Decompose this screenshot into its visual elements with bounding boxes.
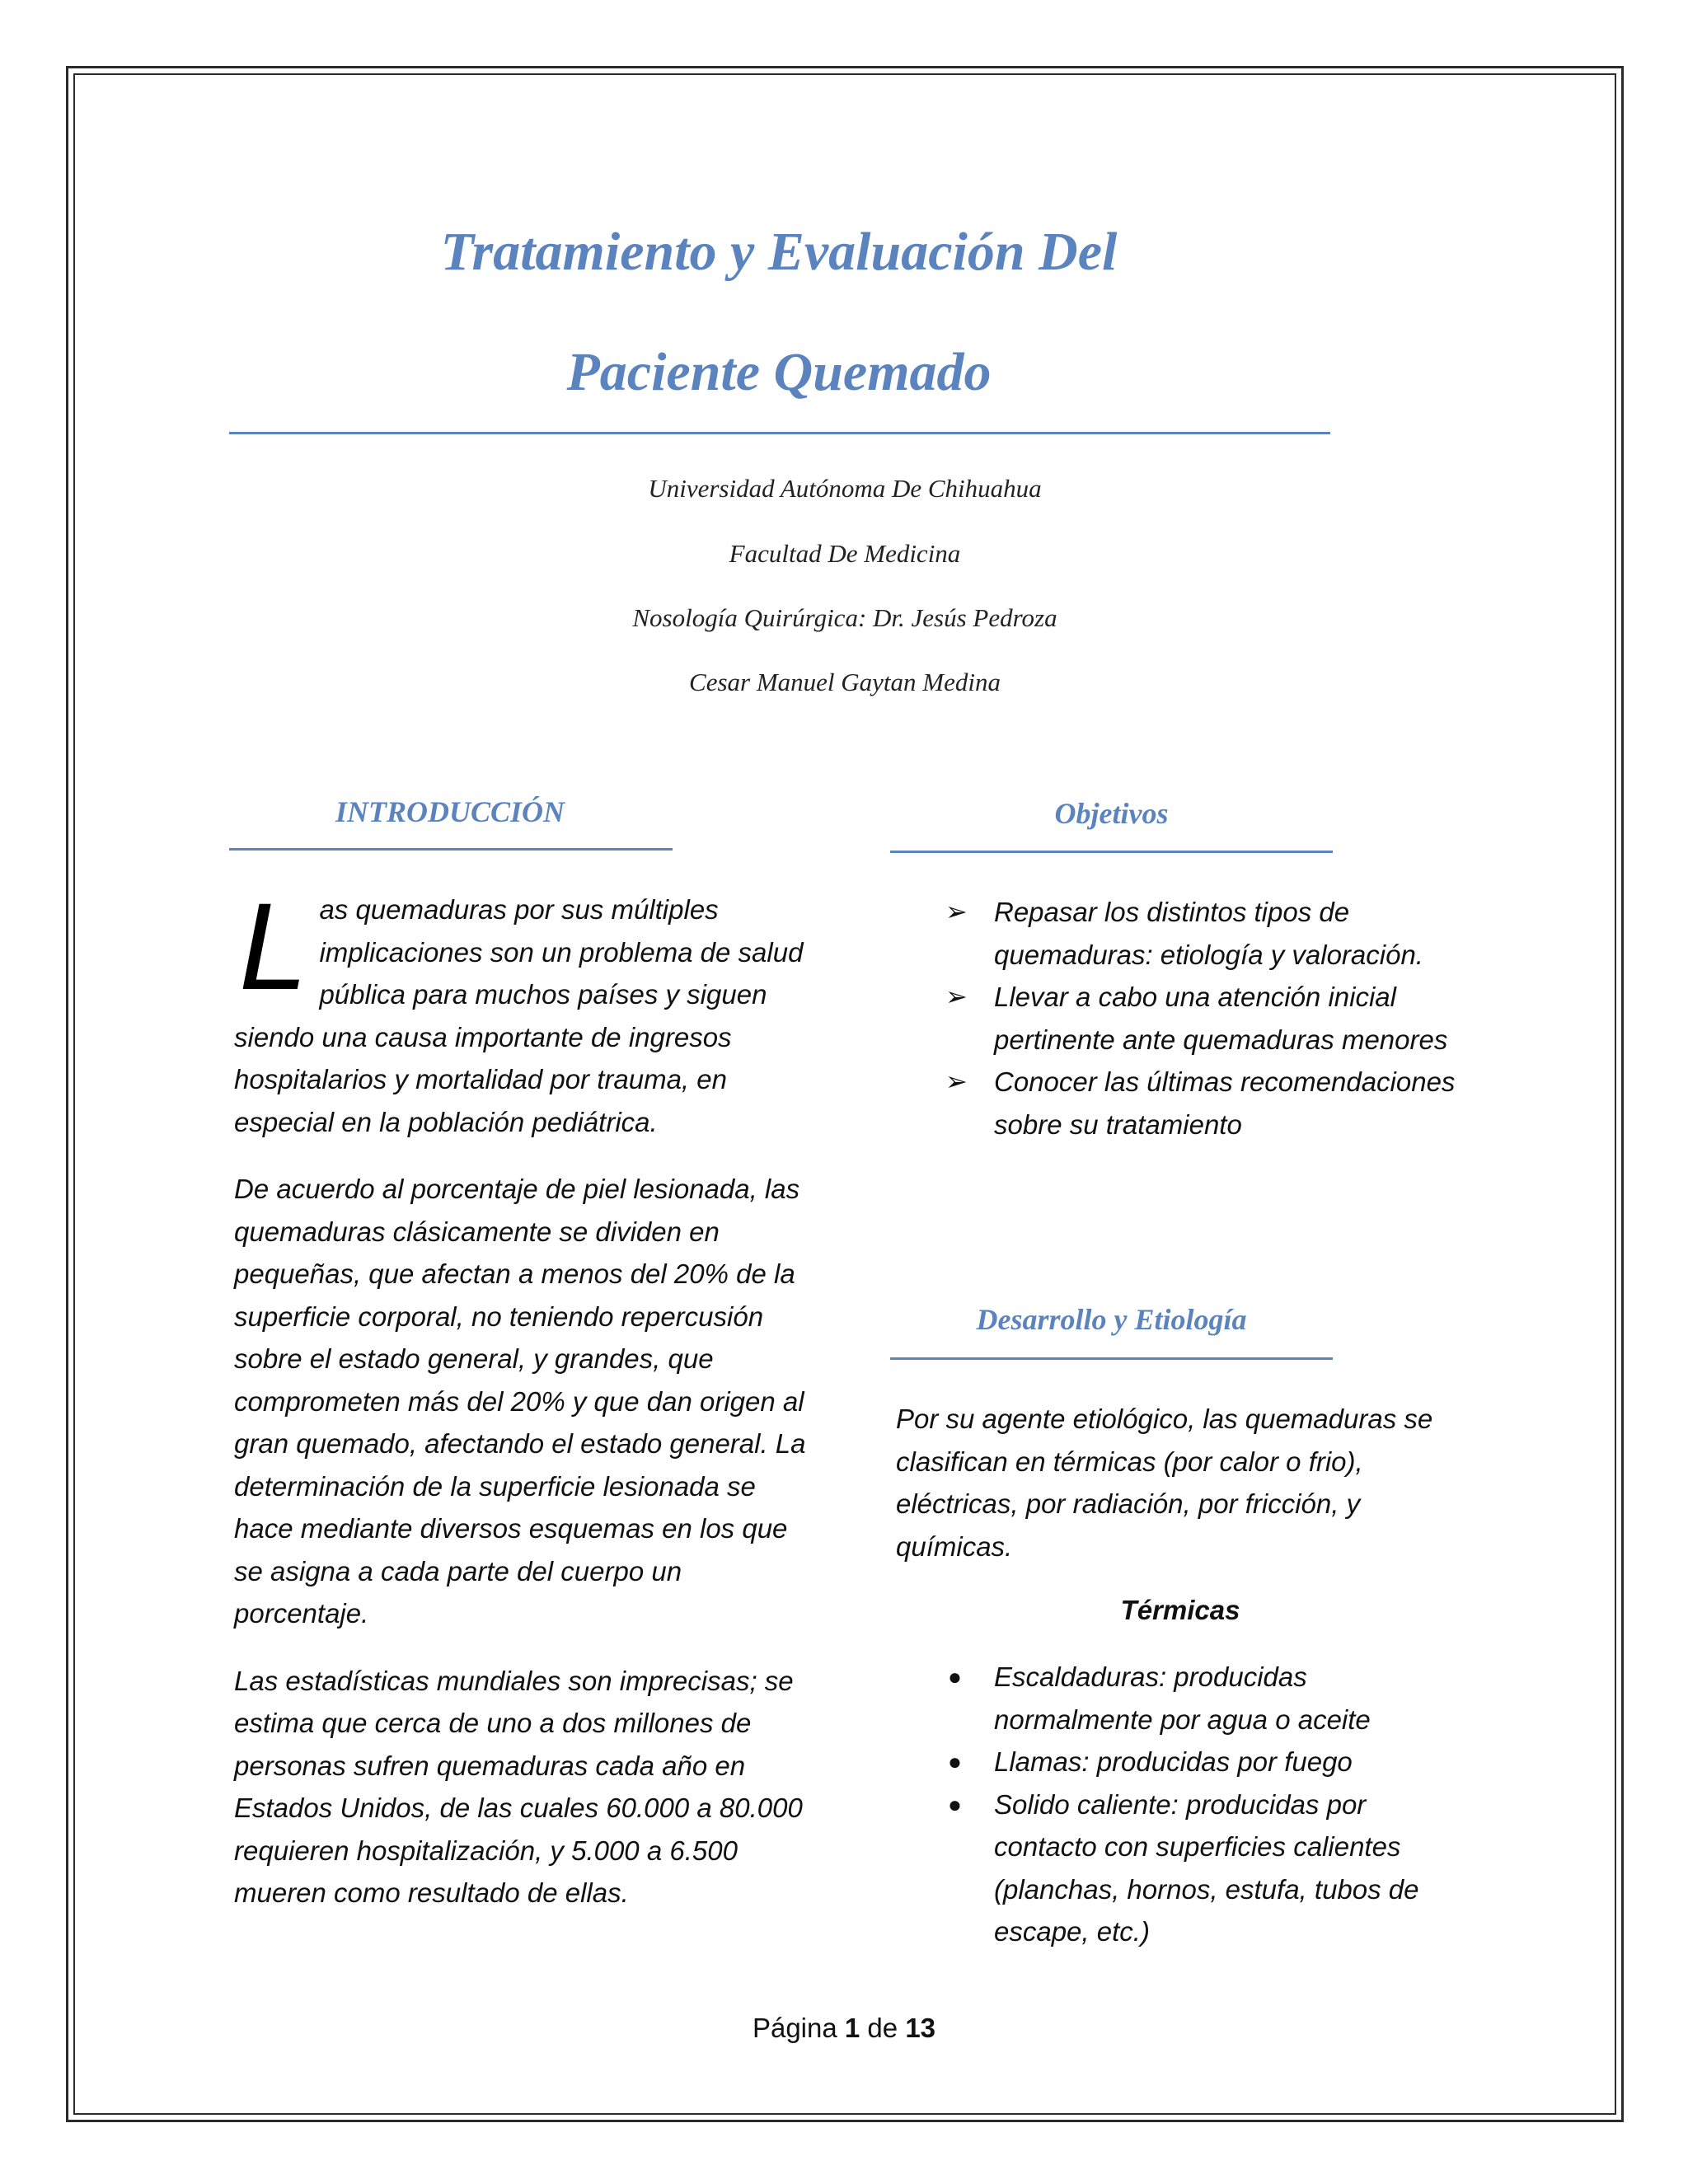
objetivo-item: ➢ Llevar a cabo una atención inicial pertinente ante quemaduras menores <box>896 976 1465 1061</box>
document-title-line-2: Paciente Quemado <box>566 342 992 402</box>
termicas-list <box>896 1656 1465 1953</box>
page-of: de <box>867 2013 898 2043</box>
desarrollo-intro: Por su agente etiológico, las quemaduras se clasifican en térmicas (por calor o frio), eléctricas, por radiación, por fricción, y químicas. <box>896 1404 1433 1562</box>
introduccion-underline <box>229 848 673 851</box>
objetivo-item: ➢ Repasar los distintos tipos de quemaduras: etiología y valoración. <box>896 891 1465 976</box>
termicas-subheading: Térmicas <box>1120 1595 1240 1625</box>
title-underline <box>229 432 1330 434</box>
introduccion-paragraph-3: Las estadísticas mundiales son imprecisas; se estima que cerca de uno a dos millones de personas sufren quemaduras cada año en Estados Unidos, de las cuales 60.000 a 80.000 requieren hospitalización, y 5.000 a 6.500 mueren como resultado de ellas. <box>234 1665 803 1908</box>
introduccion-paragraph-1 <box>234 877 811 1143</box>
introduccion-paragraph-1-text: as quemaduras por sus múltiples implicaciones son un problema de salud pública para muchos países y siguen siendo una causa importante de ingresos hospitalarios y mortalidad por trauma, en especial en la población pediátrica. <box>234 894 804 1137</box>
drop-cap: L <box>239 877 308 1015</box>
arrow-bullet-icon: ➢ <box>945 982 968 1011</box>
dot-bullet-icon: ● <box>948 1791 962 1817</box>
desarrollo-underline <box>890 1357 1333 1360</box>
objetivos-underline <box>890 851 1333 853</box>
document-title-line-1: Tratamiento y Evaluación Del <box>440 222 1118 282</box>
objetivos-list-container <box>896 891 1465 1146</box>
faculty-name: Facultad De Medicina <box>729 539 961 568</box>
termica-item: ● Escaldaduras: producidas normalmente por agua o aceite <box>896 1656 1465 1741</box>
objetivo-item: ➢ Conocer las últimas recomendaciones sobre su tratamiento <box>896 1061 1465 1146</box>
arrow-bullet-icon: ➢ <box>945 1066 968 1096</box>
introduccion-paragraph-2: De acuerdo al porcentaje de piel lesionada, las quemaduras clásicamente se dividen en pequeñas, que afectan a menos del 20% de la superficie corporal, no teniendo repercusión sobre el estado general, y grandes, que comprometen más del 20% y que dan origen al gran quemado, afectando el estado general. La determinación de la superficie lesionada se hace mediante diversos esquemas en los que se asigna a cada parte del cuerpo un porcentaje. <box>234 1174 806 1629</box>
termica-item: ● Solido caliente: producidas por contacto con superficies calientes (planchas, hornos, estufa, tubos de escape, etc.) <box>896 1783 1465 1953</box>
desarrollo-heading: Desarrollo y Etiología <box>976 1303 1247 1336</box>
page-current: 1 <box>844 2013 860 2043</box>
page-footer <box>0 2013 1688 2044</box>
introduccion-heading: INTRODUCCIÓN <box>335 795 565 828</box>
page-label: Página <box>752 2013 837 2043</box>
arrow-bullet-icon: ➢ <box>945 897 968 926</box>
dot-bullet-icon: ● <box>948 1664 962 1690</box>
dot-bullet-icon: ● <box>948 1749 962 1774</box>
termica-item: ● Llamas: producidas por fuego <box>896 1741 1465 1783</box>
objetivos-heading: Objetivos <box>1054 797 1169 830</box>
desarrollo-body <box>896 1398 1465 1953</box>
course-name: Nosología Quirúrgica: Dr. Jesús Pedroza <box>632 603 1057 632</box>
objetivos-list <box>896 891 1465 1146</box>
introduccion-body <box>234 877 811 1939</box>
author-name: Cesar Manuel Gaytan Medina <box>689 668 1001 696</box>
page-total: 13 <box>905 2013 936 2043</box>
university-name: Universidad Autónoma De Chihuahua <box>648 474 1042 503</box>
